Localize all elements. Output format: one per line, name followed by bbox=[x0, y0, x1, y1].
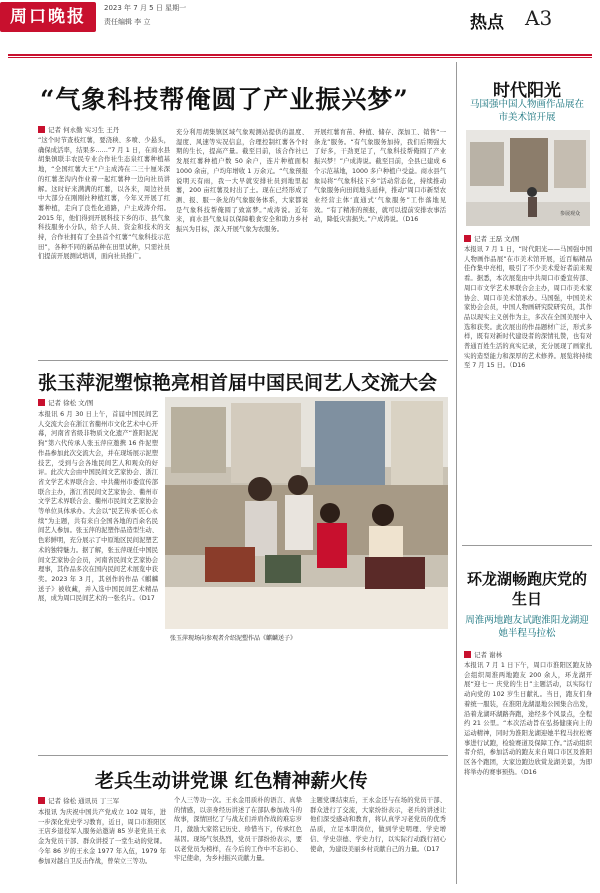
side1-body: 本报讯 7 月 1 日，“时代阳光——马国强中国人物画作品展”在市美术馆开展，近百幅精品佳作集中亮相，吸引了不少美术爱好者前来观看。据悉，本次展览由中共周口市委宣传部、周口市文学艺术界联合会主办，周口市美术家协会、周口市美术馆承办。马国强，中国美术家协会会员，中国人物画研究院研究员，其作品以现实主义创作为主，多次在全国美展中入选和获奖。此次展出的作品题材广泛，形式多样，既有对新时代建设者的深情礼赞，也有对普通百姓生活的真实记录，充分展现了画家扎实的造型能力和深厚的艺术修养。展览将持续至 7 月 15 日。（D16 bbox=[464, 246, 592, 370]
article1-column-2: 充分利用胡集镇区域气象观测站提供的温度、湿度、风速等实况信息，合理控制红薯各个时期的生长，提高产量。截至目前，该合作社已发展红薯种植户数 50 余户，连片种植面积 1000 余亩，户均年增收 1 万余元。“气象预报说明天有雨，我一大早就安排社员到地里起薯，200 亩红薯及时出了土。现在已经形成了测、报、服一条龙的气象服务体系，大家都说是气象科技帮俺圆了致富梦。”成涛说。近年来，商水县气象局以保障粮食安全和助力乡村振兴为目标，深入开展气象为农服务。 bbox=[176, 129, 308, 234]
article3-byline: 记者 徐松 通讯员 丁三军 bbox=[38, 796, 119, 805]
article1-headline: “气象科技帮俺圆了产业振兴梦” bbox=[40, 85, 409, 114]
side1-photo-caption: 参展观众 bbox=[560, 211, 581, 217]
side-column-divider bbox=[456, 62, 457, 884]
side1-byline: 记者 王磊 文/图 bbox=[464, 234, 519, 243]
side2-title: 环龙湖畅跑庆党的生日 bbox=[466, 571, 587, 608]
article1-column-1: “这个时节查枝红薯，要浇秧、多喷、少悬头，确保成活率，结果多……”7 月 1 日，在商水县胡集镇联丰农民专业合作社生态泉红薯种植基地，“全国红薯大王”户主成涛在二三十厘米深的红薯垄沟内作业着一起红薯种一边向社员讲解。这时好来满满的红薯，以各来，周边社员中大部分在刚刚社种植红薯，今年又开展了红薯种植，走向了良性化道路，户主成涛介绍。2015 年，他们得到开展科技下乡的市、县气象科技服务小分队，给予人员、资金和技术的支持，合作社拥有了全县首个红薯“气象科技示范田”，各种不同的新品种在田里试种，只需社员们提前开展测试培训，面向社员推广。 bbox=[38, 137, 170, 261]
article3-column-3: 主题党课结束后，王永金还与在场的党员干部、群众进行了交流，大家纷纷表示，老兵的讲述让他们深受感动和教育，将认真学习老党员的优秀品质，立足本职岗位，做到学史明理、学史增信、学史崇德、学史力行，以实际行动践行初心使命，为建设美丽乡村贡献自己的力量。（D17 bbox=[310, 797, 446, 853]
article2-photo-caption: 张玉萍现场向参观者介绍泥塑作品《麒麟送子》 bbox=[170, 635, 297, 642]
article-divider-1 bbox=[38, 360, 448, 361]
article3-column-1: 本报讯 为庆祝中国共产党成立 102 周年，进一步深化党史学习教育，近日，周口市淮阳区王店乡退役军人服务站邀请 85 岁老党员王永金为党员干部、群众讲授了一堂生动的党课。今年 86 岁的王永金 1977 年入伍，1979 年参加对越自卫反击作战，曾荣立三等功。 bbox=[38, 809, 166, 865]
article1-column-3: 开展红薯育苗、种植、储存、深加工、销售“一条龙”服务。“有气象服务加持，我们后期强大了好多，干劲更足了，气象科技帮俺圆了产业振兴梦！”户成涛说。截至目前，全县已建成 6 个示范基地，1000 多户种植户受益。商水县气象局将“气象科技下乡”活动常态化，持续推动气象服务向田间地头延伸，推动“周口市新型农业经营主体‘直通式’气象服务”工作落地见效。“有了精准的预报，就可以提前安排农事活动，降低灾害损失。”户成涛说。（D16 bbox=[314, 129, 446, 224]
newspaper-logo: 周口晚报 bbox=[0, 2, 96, 32]
article2-headline: 张玉萍泥塑惊艳亮相首届中国民间艺人交流大会 bbox=[38, 372, 438, 394]
article2-column-1: 本报讯 6 月 30 日上午，首届中国民间艺人交流大会在浙江省衢州市文化艺术中心开幕，河南省省级非物质文化遗产“淮阳泥泥狗”第六代传承人张玉萍应邀携 16 件泥塑作品参加此次交流大会，并在现场展示泥塑技艺，受到与会各地民间艺人和观众的好评。此次大会由中国民间文艺家协会、浙江省文学艺术界联合会、中共衢州市委宣传部联合主办，浙江省民间文艺家协会、衢州市文学艺术界联合会、衢州市民间文艺家协会等单位具体承办。大会以“民艺传承·匠心永续”为主题，共有来自全国各地的百余名民间艺人参加。张玉萍的泥塑作品造型生动、色彩鲜明，充分展示了中原地区民间泥塑艺术的独特魅力。据了解，张玉萍现任中国民间文艺家协会会员，河南省民间文艺家协会理事，其作品多次在国内民间艺术展览中获奖。2023 年 3 月，其创作的作品《麒麟送子》被收藏，并入选中国民间艺术精品展，成为周口民间艺术的一张名片。（D17 bbox=[38, 411, 158, 603]
masthead-rule-thin bbox=[8, 57, 592, 58]
article3-headline: 老兵生动讲党课 红色精神薪火传 bbox=[95, 770, 368, 792]
side2-body: 本报讯 7 月 1 日下午，周口市淮阳区跑友协会组织周淮两地跑友 200 余人，环龙湖开展“迎七一 庆党的生日”主题活动，以实际行动向党的 102 岁生日献礼。当日，跑友们身着统一服装，在淮阳龙湖湿地公园集合出发，沿着龙湖环湖路奔跑，途经多个风景点，全程约 21 公里。“本次活动旨在弘扬健康向上的运动精神，同时为淮阳龙湖迎她半程马拉松赛事进行试跑，检验赛道及保障工作。”活动组织者介绍，参加活动的跑友来自周口市区及淮阳区各个跑团，大家边跑边欣赏龙湖美景，为即将举办的赛事预热。（D16 bbox=[464, 662, 592, 776]
article2-photo bbox=[165, 397, 448, 629]
side1-subtitle: 马国强中国人物画作品展在市美术馆开展 bbox=[469, 99, 584, 123]
article1-byline: 记者 何永勤 实习生 王丹 bbox=[38, 125, 119, 134]
page-number: A3 bbox=[525, 6, 553, 30]
side1-title: 时代阳光 bbox=[493, 81, 561, 100]
article3-column-2: 个人三等功一次。王永金用质朴的语言、真挚的情感，以亲身经历讲述了在部队参加战斗的故事，深情回忆了与战友们并肩作战的难忘岁月，激励大家铭记历史、珍惜当下，传承红色基因。现场气氛热烈，党员干部纷纷表示，要以老党员为榜样，在今后的工作中不忘初心、牢记使命，为乡村振兴贡献力量。 bbox=[174, 797, 302, 863]
side-divider bbox=[462, 545, 592, 546]
side2-subtitle: 周淮两地跑友试跑淮阳龙湖迎她半程马拉松 bbox=[465, 615, 589, 639]
article-divider-2 bbox=[38, 755, 448, 756]
article2-byline: 记者 徐松 文/图 bbox=[38, 398, 93, 407]
side2-byline: 记者 谢林 bbox=[464, 650, 502, 659]
page-editor: 责任编辑 李 立 bbox=[104, 18, 151, 26]
section-name: 热点 bbox=[470, 13, 504, 33]
masthead-rule bbox=[8, 54, 592, 56]
clay-sculpture-exhibition-photo bbox=[165, 397, 448, 629]
issue-date: 2023 年 7 月 5 日 星期一 bbox=[104, 4, 187, 12]
